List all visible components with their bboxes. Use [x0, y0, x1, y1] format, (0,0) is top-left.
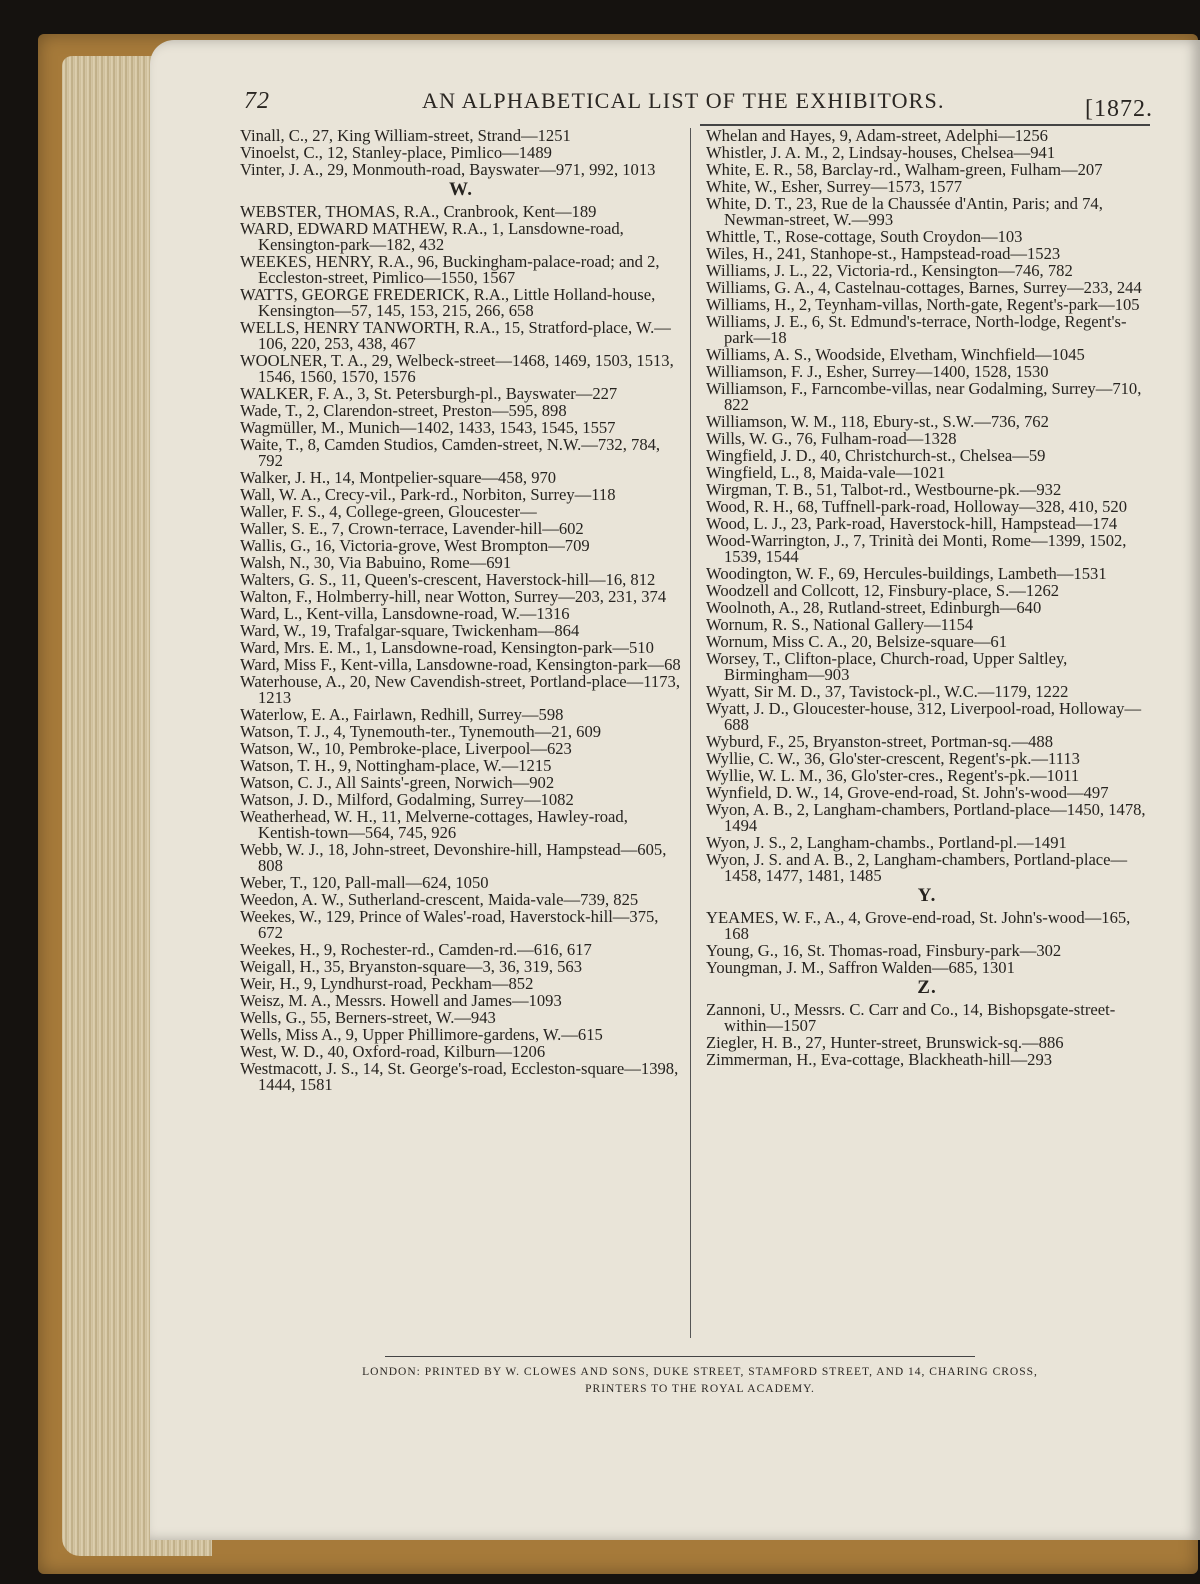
- exhibitor-entry: Williamson, F. J., Esher, Surrey—1400, 1528, 1530: [706, 362, 1049, 381]
- imprint-line-1: LONDON: PRINTED BY W. CLOWES AND SONS, DUKE STREET, STAMFORD STREET, AND 14, CHARING CROSS,: [362, 1366, 1038, 1378]
- exhibitor-entry: Wyllie, C. W., 36, Glo'ster-crescent, Regent's-pk.—1113: [706, 749, 1080, 768]
- imprint-line-2: PRINTERS TO THE ROYAL ACADEMY.: [585, 1383, 815, 1395]
- exhibitor-entry: West, W. D., 40, Oxford-road, Kilburn—1206: [240, 1042, 546, 1061]
- exhibitor-entry: WALKER, F. A., 3, St. Petersburgh-pl., Bayswater—227: [240, 384, 618, 403]
- section-letter: Y.: [917, 885, 937, 906]
- page-header: [240, 88, 1200, 122]
- exhibitor-entry: Vinall, C., 27, King William-street, Strand—1251: [240, 126, 571, 145]
- exhibitor-entry: Walton, F., Holmberry-hill, near Wotton, Surrey—203, 231, 374: [240, 587, 667, 606]
- exhibitor-entry: WELLS, HENRY TANWORTH, R.A., 15, Stratford-place, W.—106, 220, 253, 438, 467: [240, 318, 671, 353]
- exhibitor-entry: Woodzell and Collcott, 12, Finsbury-place, S.—1262: [706, 581, 1060, 600]
- exhibitor-entry: Worsey, T., Clifton-place, Church-road, Upper Saltley, Birmingham—903: [706, 649, 1068, 684]
- exhibitor-entry: Weir, H., 9, Lyndhurst-road, Peckham—852: [240, 974, 534, 993]
- exhibitor-entry: Watson, T. J., 4, Tynemouth-ter., Tynemouth—21, 609: [240, 722, 602, 741]
- exhibitor-entry: Wells, G., 55, Berners-street, W.—943: [240, 1008, 496, 1027]
- exhibitor-entry: Wyllie, W. L. M., 36, Glo'ster-cres., Regent's-pk.—1011: [706, 766, 1080, 785]
- exhibitor-entry: Wyburd, F., 25, Bryanston-street, Portman-sq.—488: [706, 732, 1054, 751]
- printer-imprint: [300, 1364, 1100, 1398]
- year-label: [1872.: [1085, 96, 1153, 122]
- exhibitor-entry: Youngman, J. M., Saffron Walden—685, 1301: [706, 958, 1015, 977]
- exhibitor-entry: Wingfield, J. D., 40, Christchurch-st., Chelsea—59: [706, 446, 1046, 465]
- exhibitor-entry: WEBSTER, THOMAS, R.A., Cranbrook, Kent—189: [240, 202, 597, 221]
- exhibitor-entry: Williams, A. S., Woodside, Elvetham, Winchfield—1045: [706, 345, 1085, 364]
- exhibitor-entry: Westmacott, J. S., 14, St. George's-road, Eccleston-square—1398, 1444, 1581: [240, 1059, 679, 1094]
- exhibitor-entry: Zimmerman, H., Eva-cottage, Blackheath-hill—293: [706, 1050, 1053, 1069]
- exhibitor-entry: Walker, J. H., 14, Montpelier-square—458, 970: [240, 468, 557, 487]
- exhibitor-entry: Wyatt, J. D., Gloucester-house, 312, Liverpool-road, Holloway—688: [706, 699, 1142, 734]
- footer-rule: [385, 1356, 975, 1357]
- exhibitor-entry: Watson, J. D., Milford, Godalming, Surrey—1082: [240, 790, 574, 809]
- exhibitor-entry: WOOLNER, T. A., 29, Welbeck-street—1468, 1469, 1503, 1513, 1546, 1560, 1570, 1576: [240, 351, 674, 386]
- exhibitor-entry: WATTS, GEORGE FREDERICK, R.A., Little Holland-house, Kensington—57, 145, 153, 215, 266, 658: [240, 285, 656, 320]
- exhibitor-entry: White, W., Esher, Surrey—1573, 1577: [706, 177, 963, 196]
- section-letter: Z.: [917, 977, 937, 998]
- page-number: 72: [244, 88, 270, 114]
- exhibitor-entry: Ward, W., 19, Trafalgar-square, Twickenham—864: [240, 621, 580, 640]
- exhibitor-entry: Wagmüller, M., Munich—1402, 1433, 1543, 1545, 1557: [240, 418, 616, 437]
- exhibitor-entry: Waller, S. E., 7, Crown-terrace, Lavender-hill—602: [240, 519, 584, 538]
- exhibitor-entry: WARD, EDWARD MATHEW, R.A., 1, Lansdowne-road, Kensington-park—182, 432: [240, 219, 624, 254]
- exhibitor-entry: Weber, T., 120, Pall-mall—624, 1050: [240, 873, 489, 892]
- exhibitor-entry: Weatherhead, W. H., 11, Melverne-cottages, Hawley-road, Kentish-town—564, 745, 926: [240, 807, 628, 842]
- exhibitor-entry: Williamson, W. M., 118, Ebury-st., S.W.—736, 762: [706, 412, 1049, 431]
- exhibitor-entry: Watson, C. J., All Saints'-green, Norwich—902: [240, 773, 555, 792]
- exhibitor-entry: Wiles, H., 241, Stanhope-st., Hampstead-road—1523: [706, 244, 1061, 263]
- exhibitor-entry: Whelan and Hayes, 9, Adam-street, Adelphi—1256: [706, 126, 1048, 145]
- exhibitor-entry: Williams, H., 2, Teynham-villas, North-gate, Regent's-park—105: [706, 295, 1140, 314]
- left-column: [240, 128, 682, 1094]
- exhibitor-entry: Woodington, W. F., 69, Hercules-buildings, Lambeth—1531: [706, 564, 1107, 583]
- exhibitor-entry: Wyon, J. S., 2, Langham-chambs., Portland-pl.—1491: [706, 833, 1067, 852]
- exhibitor-entry: WEEKES, HENRY, R.A., 96, Buckingham-palace-road; and 2, Eccleston-street, Pimlico—1550, 1567: [240, 252, 660, 287]
- exhibitor-entry: Watson, W., 10, Pembroke-place, Liverpool—623: [240, 739, 572, 758]
- running-title: AN ALPHABETICAL LIST OF THE EXHIBITORS.: [422, 88, 945, 113]
- exhibitor-entry: Williams, J. L., 22, Victoria-rd., Kensington—746, 782: [706, 261, 1073, 280]
- exhibitor-entry: Vinoelst, C., 12, Stanley-place, Pimlico—1489: [240, 143, 552, 162]
- exhibitor-entry: Williamson, F., Farncombe-villas, near Godalming, Surrey—710, 822: [706, 379, 1142, 414]
- exhibitor-entry: Weekes, H., 9, Rochester-rd., Camden-rd.—616, 617: [240, 940, 592, 959]
- exhibitor-entry: Wells, Miss A., 9, Upper Phillimore-gardens, W.—615: [240, 1025, 603, 1044]
- exhibitor-entry: Wingfield, L., 8, Maida-vale—1021: [706, 463, 946, 482]
- exhibitor-entry: Weigall, H., 35, Bryanston-square—3, 36, 319, 563: [240, 957, 583, 976]
- exhibitor-entry: Walsh, N., 30, Via Babuino, Rome—691: [240, 553, 512, 572]
- exhibitor-entry: Waterlow, E. A., Fairlawn, Redhill, Surrey—598: [240, 705, 564, 724]
- exhibitor-entry: Wood, R. H., 68, Tuffnell-park-road, Holloway—328, 410, 520: [706, 497, 1128, 516]
- exhibitor-entry: Webb, W. J., 18, John-street, Devonshire-hill, Hampstead—605, 808: [240, 840, 667, 875]
- exhibitor-entry: Wynfield, D. W., 14, Grove-end-road, St. John's-wood—497: [706, 783, 1109, 802]
- exhibitor-entry: Wood, L. J., 23, Park-road, Haverstock-hill, Hampstead—174: [706, 514, 1118, 533]
- exhibitor-entry: Wornum, R. S., National Gallery—1154: [706, 615, 974, 634]
- exhibitor-entry: Watson, T. H., 9, Nottingham-place, W.—1215: [240, 756, 552, 775]
- exhibitor-entry: Ward, Miss F., Kent-villa, Lansdowne-road, Kensington-park—68: [240, 655, 681, 674]
- exhibitor-entry: Waite, T., 8, Camden Studios, Camden-street, N.W.—732, 784, 792: [240, 435, 661, 470]
- exhibitor-entry: Wallis, G., 16, Victoria-grove, West Brompton—709: [240, 536, 590, 555]
- exhibitor-entry: Zannoni, U., Messrs. C. Carr and Co., 14, Bishopsgate-street-within—1507: [706, 1000, 1116, 1035]
- exhibitor-entry: Weisz, M. A., Messrs. Howell and James—1093: [240, 991, 562, 1010]
- exhibitor-entry: Weekes, W., 129, Prince of Wales'-road, Haverstock-hill—375, 672: [240, 907, 659, 942]
- section-letter: W.: [448, 179, 473, 200]
- exhibitor-entry: Wornum, Miss C. A., 20, Belsize-square—61: [706, 632, 1008, 651]
- exhibitor-entry: Wood-Warrington, J., 7, Trinità dei Monti, Rome—1399, 1502, 1539, 1544: [706, 531, 1127, 566]
- exhibitor-entry: White, D. T., 23, Rue de la Chaussée d'Antin, Paris; and 74, Newman-street, W.—993: [706, 194, 1103, 229]
- column-divider: [690, 128, 691, 1338]
- exhibitor-entry: Ziegler, H. B., 27, Hunter-street, Brunswick-sq.—886: [706, 1033, 1064, 1052]
- exhibitor-entry: Whistler, J. A. M., 2, Lindsay-houses, Chelsea—941: [706, 143, 1056, 162]
- exhibitor-entry: Williams, G. A., 4, Castelnau-cottages, Barnes, Surrey—233, 244: [706, 278, 1142, 297]
- exhibitor-entry: YEAMES, W. F., A., 4, Grove-end-road, St. John's-wood—165, 168: [706, 908, 1131, 943]
- exhibitor-entry: Weedon, A. W., Sutherland-crescent, Maida-vale—739, 825: [240, 890, 639, 909]
- exhibitor-entry: White, E. R., 58, Barclay-rd., Walham-green, Fulham—207: [706, 160, 1103, 179]
- right-column: [706, 128, 1148, 1069]
- exhibitor-entry: Waterhouse, A., 20, New Cavendish-street, Portland-place—1173, 1213: [240, 672, 680, 707]
- exhibitor-entry: Ward, Mrs. E. M., 1, Lansdowne-road, Kensington-park—510: [240, 638, 654, 657]
- exhibitor-entry: Wyatt, Sir M. D., 37, Tavistock-pl., W.C.—1179, 1222: [706, 682, 1069, 701]
- exhibitor-entry: Wall, W. A., Crecy-vil., Park-rd., Norbiton, Surrey—118: [240, 485, 616, 504]
- exhibitor-entry: Whittle, T., Rose-cottage, South Croydon—103: [706, 227, 1023, 246]
- exhibitor-entry: Wade, T., 2, Clarendon-street, Preston—595, 898: [240, 401, 567, 420]
- exhibitor-entry: Wyon, J. S. and A. B., 2, Langham-chambers, Portland-place—1458, 1477, 1481, 1485: [706, 850, 1128, 885]
- exhibitor-entry: Wills, W. G., 76, Fulham-road—1328: [706, 429, 957, 448]
- exhibitor-entry: Waller, F. S., 4, College-green, Gloucester—: [240, 502, 537, 521]
- exhibitor-entry: Young, G., 16, St. Thomas-road, Finsbury-park—302: [706, 941, 1062, 960]
- exhibitor-entry: Walters, G. S., 11, Queen's-crescent, Haverstock-hill—16, 812: [240, 570, 656, 589]
- exhibitor-entry: Woolnoth, A., 28, Rutland-street, Edinburgh—640: [706, 598, 1042, 617]
- exhibitor-entry: Wyon, A. B., 2, Langham-chambers, Portland-place—1450, 1478, 1494: [706, 800, 1146, 835]
- exhibitor-entry: Williams, J. E., 6, St. Edmund's-terrace, North-lodge, Regent's-park—18: [706, 312, 1127, 347]
- exhibitor-entry: Vinter, J. A., 29, Monmouth-road, Bayswater—971, 992, 1013: [240, 160, 656, 179]
- exhibitor-entry: Ward, L., Kent-villa, Lansdowne-road, W.—1316: [240, 604, 570, 623]
- exhibitor-entry: Wirgman, T. B., 51, Talbot-rd., Westbourne-pk.—932: [706, 480, 1062, 499]
